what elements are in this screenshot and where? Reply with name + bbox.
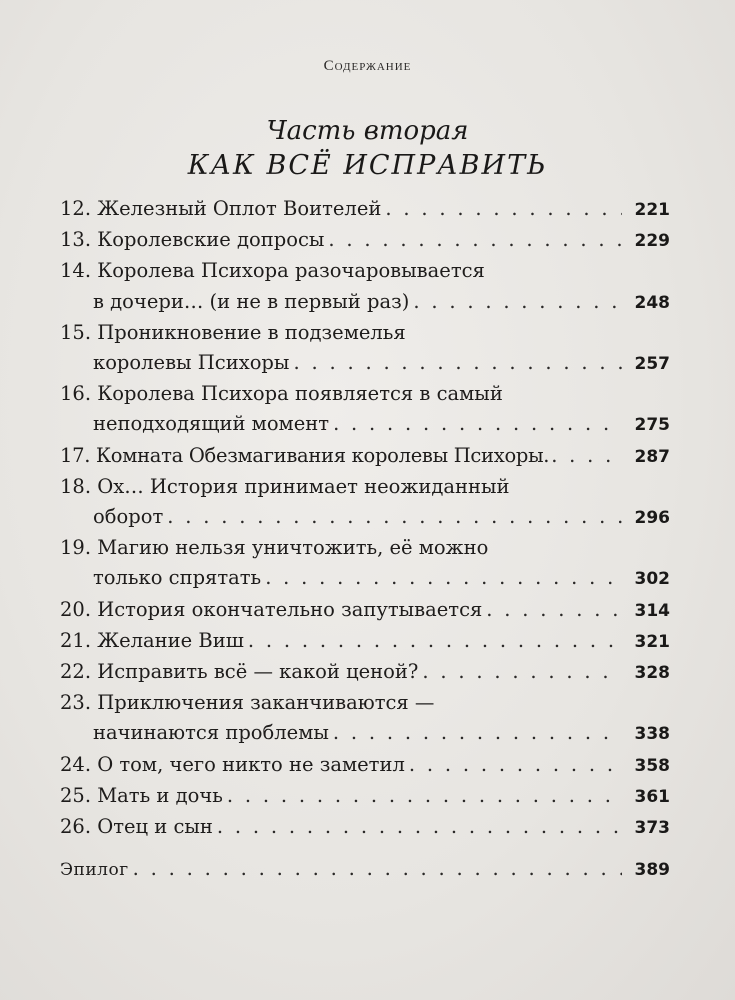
page-number: 221 [634,200,670,220]
dot-leader [333,409,622,439]
toc-entry-title: 16. Королева Психора появляется в самый [60,382,503,406]
page-number: 302 [634,569,670,590]
toc-entry-title: 12. Железный Оплот Воителей [60,197,382,220]
toc-entry-18 [60,472,670,533]
toc-entry-title: 17. Комната Обезмагивания королевы Психоры. [60,443,550,467]
toc-entry-25 [60,781,670,812]
toc-entry-13 [60,225,670,256]
toc-entry-22 [60,657,670,688]
toc-entry-epilog [60,854,670,885]
toc-entry-title-cont: оборот [93,505,164,529]
page-number: 314 [634,600,670,621]
dot-leader [328,225,622,255]
toc-entry-21 [60,626,670,657]
toc-entry-17 [60,441,670,472]
toc-entry-title: Эпилог [60,860,129,881]
dot-leader [409,750,622,780]
toc-entry-16 [60,379,670,440]
dot-leader [133,854,622,884]
page-number: 287 [634,446,670,467]
dot-leader [551,441,624,471]
dot-leader [293,348,622,378]
dot-leader [333,718,622,748]
toc-entry-title: 21. Желание Виш [60,628,244,652]
toc-entry-23 [60,688,670,749]
toc-entry-title: 13. Королевские допросы [60,228,325,252]
toc-entry-title: 24. О том, чего никто не заметил [60,752,405,776]
dot-leader [217,812,622,842]
toc-entry-title-cont: неподходящий момент [93,412,330,436]
dot-leader [248,626,622,656]
toc-entry-24 [60,750,670,781]
toc-entry-12 [60,194,670,225]
page-number: 358 [634,755,670,776]
toc-entry-title-cont: в дочери… (и не в первый раз) [93,289,410,313]
toc-entry-20 [60,595,670,626]
toc-entry-title-cont: только спрятать [93,566,262,590]
dot-leader [265,563,622,593]
running-head: Содержание [323,58,412,74]
page-number: 321 [634,631,670,652]
dot-leader [413,287,622,317]
toc-entry-title: 22. Исправить всё — какой ценой? [60,660,419,684]
page-number: 373 [634,818,670,839]
dot-leader [385,194,622,224]
dot-leader [167,502,622,532]
toc-entry-26 [60,812,670,843]
dot-leader [422,657,622,687]
toc-entry-title-cont: королевы Психоры [93,351,290,375]
page-number: 248 [634,292,670,313]
page-number: 338 [634,724,670,745]
toc-entry-15 [60,318,670,379]
toc-entry-title: 19. Магию нельзя уничтожить, её можно [60,536,489,560]
page-number: 229 [634,231,670,252]
page-number: 389 [634,860,670,881]
page-number: 275 [634,415,670,436]
part-title: КАК ВСЁ ИСПРАВИТЬ [187,150,548,181]
dot-leader [227,781,622,811]
toc-entry-19 [60,533,670,594]
toc-entry-title: 26. Отец и сын [60,815,213,839]
page-number: 257 [634,354,670,375]
toc-entry-14 [60,256,670,317]
toc-entry-title-cont: начинаются проблемы [93,721,329,745]
toc-entry-title: 18. Ох… История принимает неожиданный [60,474,510,498]
page-number: 361 [634,786,670,807]
toc-entry-title: 25. Мать и дочь [60,783,223,807]
toc-entry-title: 14. Королева Психора разочаровывается [60,259,485,283]
part-label: Часть вторая [266,116,469,146]
toc-entry-title: 15. Проникновение в подземелья [60,320,406,344]
table-of-contents [60,194,670,885]
dot-leader [486,595,622,625]
toc-entry-title: 20. История окончательно запутывается [60,597,483,621]
page-number: 296 [634,508,670,529]
page-number: 328 [634,663,670,684]
toc-entry-title: 23. Приключения заканчиваются — [60,691,435,715]
